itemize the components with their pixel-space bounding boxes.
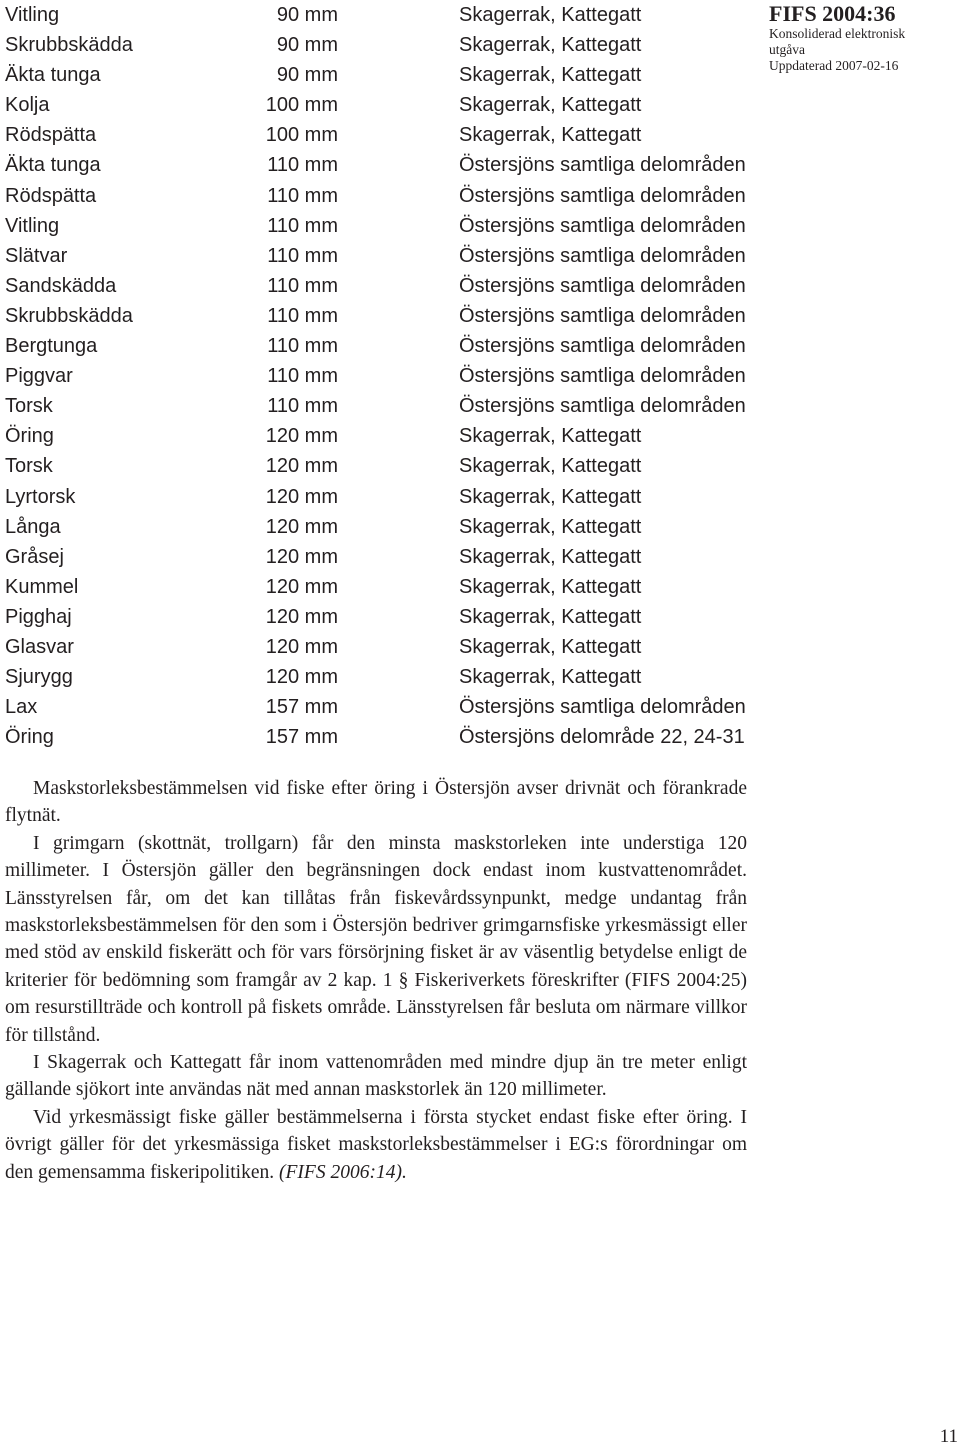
table-row bbox=[5, 181, 765, 211]
paragraph-grimgarn bbox=[5, 830, 747, 1049]
species-cell: Kolja bbox=[5, 94, 50, 117]
area-cell: Skagerrak, Kattegatt bbox=[459, 94, 642, 117]
area-cell: Östersjöns samtliga delområden bbox=[459, 184, 746, 207]
species-cell: Gråsej bbox=[5, 545, 64, 568]
table-row bbox=[5, 30, 765, 60]
table-row bbox=[5, 211, 765, 241]
species-cell: Långa bbox=[5, 515, 61, 538]
mesh-size-cell: 120 mm bbox=[265, 425, 338, 448]
table-row bbox=[5, 361, 765, 391]
species-cell: Piggvar bbox=[5, 365, 73, 388]
table-row bbox=[5, 692, 765, 722]
mesh-size-cell: 110 mm bbox=[267, 214, 338, 237]
area-cell: Skagerrak, Kattegatt bbox=[459, 666, 642, 689]
paragraph-commercial-fishing bbox=[5, 1104, 747, 1186]
area-cell: Skagerrak, Kattegatt bbox=[459, 64, 642, 87]
species-cell: Lax bbox=[5, 696, 38, 719]
species-cell: Skrubbskädda bbox=[5, 34, 133, 57]
paragraph-grimgarn-continuation: Fiskeriverkets föreskrifter (FIFS 2004:25) om resurstillträde och kontroll på fiskets område. Länsstyrelsen får besluta om närmare villkor för tillstånd. bbox=[5, 969, 747, 1046]
table-row bbox=[5, 482, 765, 512]
species-cell: Bergtunga bbox=[5, 335, 98, 358]
mesh-size-cell: 157 mm bbox=[265, 696, 338, 719]
area-cell: Skagerrak, Kattegatt bbox=[459, 515, 642, 538]
area-cell: Skagerrak, Kattegatt bbox=[459, 4, 642, 26]
table-row bbox=[5, 301, 765, 331]
area-cell: Östersjöns delområde 22, 24-31 bbox=[459, 726, 745, 749]
mesh-size-cell: 100 mm bbox=[265, 124, 338, 147]
mesh-size-cell: 120 mm bbox=[265, 455, 338, 478]
table-row bbox=[5, 90, 765, 120]
mesh-size-cell: 100 mm bbox=[265, 94, 338, 117]
mesh-size-cell: 110 mm bbox=[267, 274, 338, 297]
document-id: FIFS 2004:36 bbox=[769, 1, 896, 26]
amendment-reference: (FIFS 2006:14). bbox=[279, 1161, 407, 1183]
area-cell: Skagerrak, Kattegatt bbox=[459, 605, 642, 628]
table-row bbox=[5, 572, 765, 602]
area-cell: Skagerrak, Kattegatt bbox=[459, 575, 642, 598]
section-sign-icon: § bbox=[398, 969, 409, 991]
table-row bbox=[5, 451, 765, 481]
table-row bbox=[5, 0, 765, 30]
mesh-size-cell: 110 mm bbox=[267, 365, 338, 388]
species-cell: Torsk bbox=[5, 395, 53, 418]
paragraph-skagerrak-kattegatt: I Skagerrak och Kattegatt får inom vattenområden med mindre djup än tre meter enligt gällande sjökort inte användas nät med annan maskstorlek än 120 millimeter. bbox=[5, 1052, 747, 1101]
area-cell: Skagerrak, Kattegatt bbox=[459, 635, 642, 658]
mesh-size-cell: 120 mm bbox=[265, 485, 338, 508]
area-cell: Skagerrak, Kattegatt bbox=[459, 545, 642, 568]
area-cell: Skagerrak, Kattegatt bbox=[459, 455, 642, 478]
area-cell: Skagerrak, Kattegatt bbox=[459, 485, 642, 508]
table-row bbox=[5, 391, 765, 421]
mesh-size-cell: 90 mm bbox=[276, 64, 338, 87]
mesh-size-cell: 110 mm bbox=[267, 244, 338, 267]
mesh-size-cell: 157 mm bbox=[265, 726, 338, 749]
table-row bbox=[5, 331, 765, 361]
area-cell: Skagerrak, Kattegatt bbox=[459, 34, 642, 57]
mesh-size-table bbox=[5, 0, 765, 752]
mesh-size-cell: 120 mm bbox=[265, 605, 338, 628]
mesh-size-cell: 120 mm bbox=[265, 635, 338, 658]
area-cell: Östersjöns samtliga delområden bbox=[459, 154, 746, 177]
table-row bbox=[5, 662, 765, 692]
table-row bbox=[5, 512, 765, 542]
species-cell: Vitling bbox=[5, 214, 60, 237]
table-row bbox=[5, 632, 765, 662]
mesh-size-cell: 120 mm bbox=[265, 666, 338, 689]
mesh-size-cell: 90 mm bbox=[276, 4, 338, 26]
document-header bbox=[769, 0, 959, 74]
area-cell: Östersjöns samtliga delområden bbox=[459, 365, 746, 388]
species-cell: Skrubbskädda bbox=[5, 304, 133, 327]
species-cell: Lyrtorsk bbox=[5, 485, 76, 508]
area-cell: Östersjöns samtliga delområden bbox=[459, 304, 746, 327]
mesh-size-cell: 110 mm bbox=[267, 184, 338, 207]
species-cell: Äkta tunga bbox=[5, 64, 101, 87]
table-row bbox=[5, 722, 765, 752]
species-cell: Sjurygg bbox=[5, 666, 73, 689]
area-cell: Östersjöns samtliga delområden bbox=[459, 395, 746, 418]
area-cell: Östersjöns samtliga delområden bbox=[459, 274, 746, 297]
page-number: 11 bbox=[939, 1426, 958, 1447]
document-edition: Konsoliderad elektronisk utgåva bbox=[769, 26, 906, 57]
table-row bbox=[5, 271, 765, 301]
table-row bbox=[5, 150, 765, 180]
mesh-size-cell: 110 mm bbox=[267, 335, 338, 358]
species-cell: Vitling bbox=[5, 4, 60, 26]
area-cell: Östersjöns samtliga delområden bbox=[459, 335, 746, 358]
area-cell: Östersjöns samtliga delområden bbox=[459, 696, 746, 719]
species-cell: Glasvar bbox=[5, 635, 74, 658]
mesh-size-cell: 120 mm bbox=[265, 545, 338, 568]
table-row bbox=[5, 602, 765, 632]
table-row bbox=[5, 60, 765, 90]
species-cell: Öring bbox=[5, 425, 54, 448]
table-row bbox=[5, 421, 765, 451]
table-row bbox=[5, 542, 765, 572]
species-cell: Slätvar bbox=[5, 244, 68, 267]
species-cell: Öring bbox=[5, 726, 54, 749]
paragraph-commercial-fishing-text: Vid yrkesmässigt fiske gäller bestämmelserna i första stycket endast fiske efter öring. I övrigt gäller för det yrkesmässiga fisket maskstorleksbestämmelser i EG:s förordningar om den gemensamma fiskeripolitiken. bbox=[5, 1106, 747, 1183]
area-cell: Skagerrak, Kattegatt bbox=[459, 425, 642, 448]
mesh-size-cell: 120 mm bbox=[265, 575, 338, 598]
mesh-size-cell: 90 mm bbox=[276, 34, 338, 57]
species-cell: Kummel bbox=[5, 575, 79, 598]
document-updated-date: Uppdaterad 2007-02-16 bbox=[769, 58, 899, 73]
paragraph-drift-nets: Maskstorleksbestämmelsen vid fiske efter öring i Östersjön avser drivnät och förankrade flytnät. bbox=[5, 778, 747, 827]
mesh-size-cell: 110 mm bbox=[267, 154, 338, 177]
area-cell: Östersjöns samtliga delområden bbox=[459, 214, 746, 237]
species-cell: Pigghaj bbox=[5, 605, 72, 628]
species-cell: Rödspätta bbox=[5, 124, 97, 147]
area-cell: Skagerrak, Kattegatt bbox=[459, 124, 642, 147]
area-cell: Östersjöns samtliga delområden bbox=[459, 244, 746, 267]
paragraph-grimgarn-text: I grimgarn (skottnät, trollgarn) får den minsta maskstorleken inte understiga 120 millimeter. I Östersjön gäller den begränsningen dock endast inom kustvattenområdet. Länsstyrelsen får, om det kan tillåtas från fiskevårdssynpunkt, medge undantag från maskstorleksbestämmelsen för den som i Östersjön bedriver grimgarnsfiske yrkesmässigt eller med stöd av enskild fiskerätt och för vars försörjning fisket är av väsentlig betydelse enligt de kriterier för bedömning som framgår av 2 kap. 1 bbox=[5, 832, 747, 991]
table-row bbox=[5, 120, 765, 150]
table-row bbox=[5, 241, 765, 271]
mesh-size-cell: 120 mm bbox=[265, 515, 338, 538]
document-body bbox=[5, 775, 747, 1186]
species-cell: Torsk bbox=[5, 455, 53, 478]
species-cell: Sandskädda bbox=[5, 274, 117, 297]
mesh-size-cell: 110 mm bbox=[267, 304, 338, 327]
species-cell: Rödspätta bbox=[5, 184, 97, 207]
mesh-size-cell: 110 mm bbox=[267, 395, 338, 418]
species-cell: Äkta tunga bbox=[5, 154, 101, 177]
